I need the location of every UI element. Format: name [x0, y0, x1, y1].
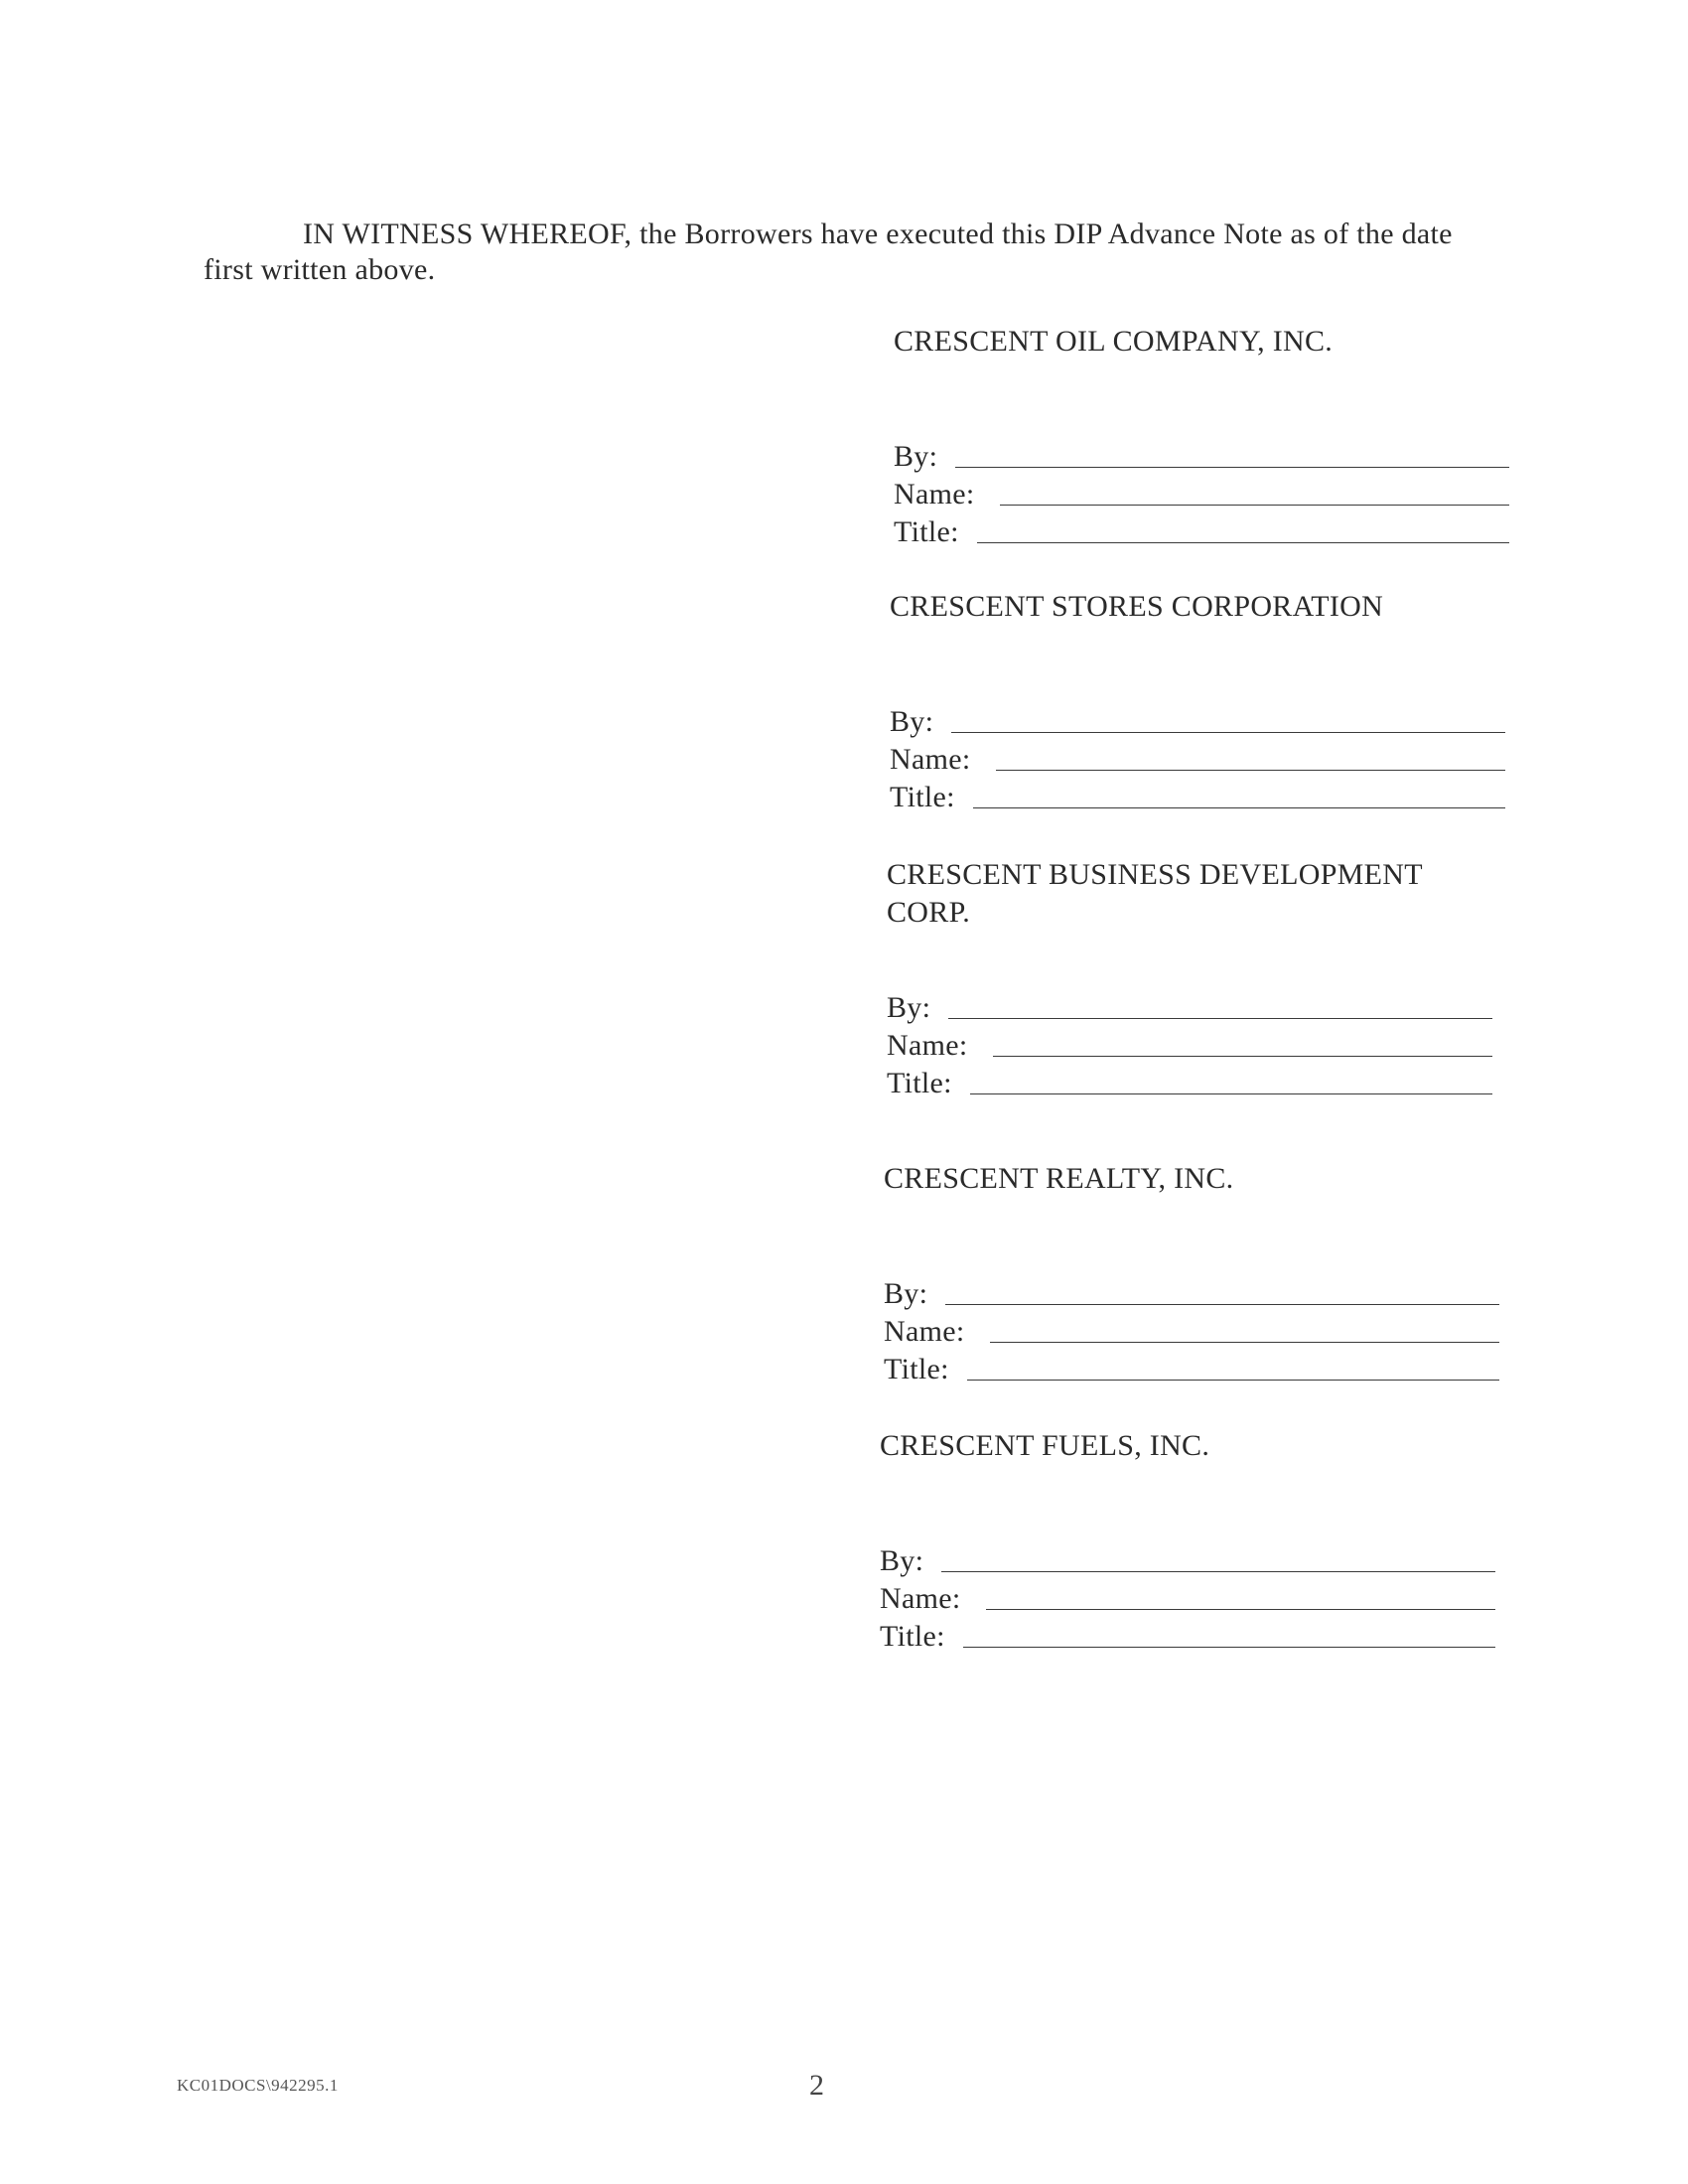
page-number: 2: [809, 2069, 824, 2102]
title-label: Title:: [894, 515, 959, 548]
company-name: CRESCENT REALTY, INC.: [884, 1162, 1234, 1195]
by-line[interactable]: [945, 1304, 1499, 1305]
name-line[interactable]: [986, 1609, 1495, 1610]
title-label: Title:: [890, 781, 955, 813]
signature-fields: [887, 987, 1492, 1100]
by-line[interactable]: [948, 1018, 1492, 1019]
title-field[interactable]: [887, 1063, 1492, 1100]
name-label: Name:: [880, 1582, 961, 1615]
by-field[interactable]: [890, 701, 1505, 739]
by-label: By:: [884, 1277, 928, 1310]
by-field[interactable]: [894, 436, 1509, 474]
by-field[interactable]: [880, 1540, 1495, 1578]
by-line[interactable]: [941, 1571, 1495, 1572]
name-line[interactable]: [1000, 505, 1509, 506]
title-line[interactable]: [977, 542, 1509, 543]
title-line[interactable]: [970, 1093, 1492, 1094]
signature-block-crescent-oil: [894, 323, 1509, 549]
title-field[interactable]: [884, 1349, 1499, 1386]
witness-text: IN WITNESS WHEREOF, the Borrowers have executed this DIP Advance Note as of the date first written above.: [204, 218, 1453, 286]
name-label: Name:: [884, 1315, 965, 1348]
name-line[interactable]: [993, 1056, 1492, 1057]
company-name: CRESCENT STORES CORPORATION: [890, 590, 1384, 623]
name-label: Name:: [890, 743, 971, 776]
title-line[interactable]: [963, 1647, 1495, 1648]
name-field[interactable]: [884, 1311, 1499, 1349]
company-name: CRESCENT BUSINESS DEVELOPMENT CORP.: [887, 858, 1423, 929]
name-field[interactable]: [894, 474, 1509, 511]
title-label: Title:: [887, 1067, 952, 1099]
signature-block-crescent-stores: [890, 588, 1505, 814]
by-line[interactable]: [951, 732, 1505, 733]
signature-block-crescent-realty: [884, 1160, 1499, 1386]
name-line[interactable]: [990, 1342, 1499, 1343]
signature-block-crescent-business-development: [887, 856, 1492, 1100]
name-label: Name:: [887, 1029, 968, 1062]
title-field[interactable]: [880, 1616, 1495, 1654]
by-label: By:: [880, 1544, 924, 1577]
name-label: Name:: [894, 478, 975, 510]
title-label: Title:: [884, 1353, 949, 1385]
name-field[interactable]: [880, 1578, 1495, 1616]
by-label: By:: [894, 440, 938, 473]
by-label: By:: [890, 705, 934, 738]
title-label: Title:: [880, 1620, 945, 1653]
witness-paragraph: [204, 217, 1465, 288]
title-field[interactable]: [894, 511, 1509, 549]
name-line[interactable]: [996, 770, 1505, 771]
signature-fields: [880, 1540, 1495, 1654]
name-field[interactable]: [890, 739, 1505, 777]
signature-fields: [894, 436, 1509, 549]
name-field[interactable]: [887, 1025, 1492, 1063]
document-code: KC01DOCS\942295.1: [177, 2076, 339, 2095]
company-name: CRESCENT FUELS, INC.: [880, 1429, 1210, 1462]
title-line[interactable]: [973, 807, 1505, 808]
company-name: CRESCENT OIL COMPANY, INC.: [894, 325, 1334, 358]
by-line[interactable]: [955, 467, 1509, 468]
title-line[interactable]: [967, 1380, 1499, 1381]
signature-fields: [884, 1273, 1499, 1386]
by-field[interactable]: [884, 1273, 1499, 1311]
signature-fields: [890, 701, 1505, 814]
by-label: By:: [887, 991, 931, 1024]
by-field[interactable]: [887, 987, 1492, 1025]
title-field[interactable]: [890, 777, 1505, 814]
signature-block-crescent-fuels: [880, 1427, 1495, 1654]
